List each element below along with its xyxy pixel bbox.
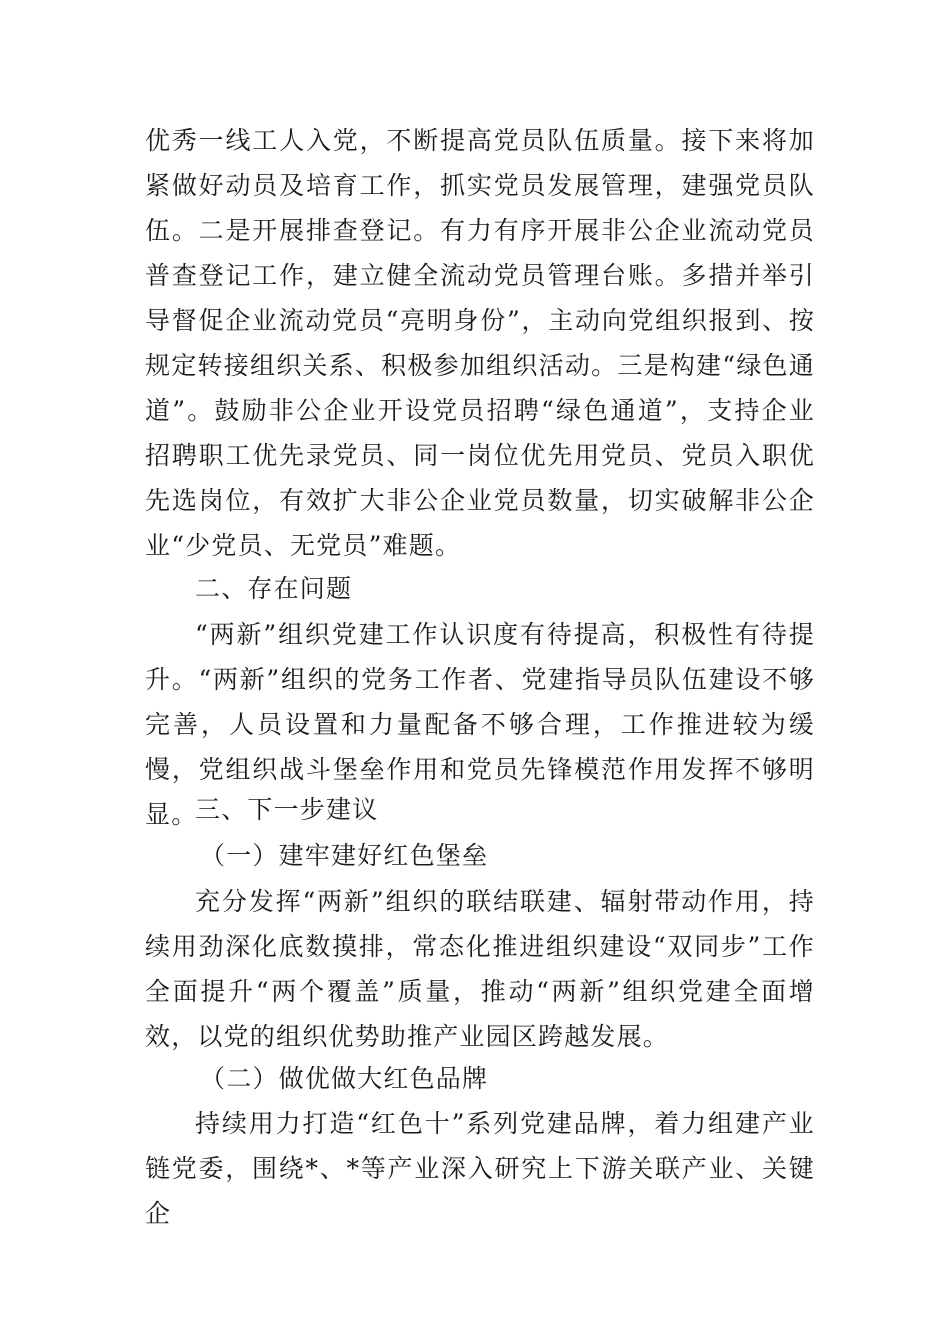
paragraph-red-brand: 持续用力打造“红色十”系列党建品牌，着力组建产业链党委，围绕*、*等产业深入研究上下游关联产业、关键企 [145, 1109, 815, 1228]
paragraph-red-fortress: 充分发挥“两新”组织的联结联建、辐射带动作用，持续用劲深化底数摸排，常态化推进组织建设“双同步”工作全面提升“两个覆盖”质量，推动“两新”组织党建全面增效，以党的组织优势助推产业园区跨越发展。 [145, 887, 815, 1051]
paragraph-problems: “两新”组织党建工作认识度有待提高，积极性有待提升。“两新”组织的党务工作者、党建指导员队伍建设不够完善，人员设置和力量配备不够合理，工作推进较为缓慢，党组织战斗堡垒作用和党员先锋模范作用发挥不够明显。 [145, 620, 815, 829]
subsection-heading-red-brand: （二）做优做大红色品牌 [200, 1064, 489, 1093]
subsection-heading-red-fortress: （一）建牢建好红色堡垒 [200, 841, 489, 870]
section-heading-suggestions: 三、下一步建议 [195, 795, 379, 824]
paragraph-continuation: 优秀一线工人入党，不断提高党员队伍质量。接下来将加紧做好动员及培育工作，抓实党员发展管理，建强党员队伍。二是开展排查登记。有力有序开展非公企业流动党员普查登记工作，建立健全流动党员管理台账。多措并举引导督促企业流动党员“亮明身份”，主动向党组织报到、按规定转接组织关系、积极参加组织活动。三是构建“绿色通道”。鼓励非公企业开设党员招聘“绿色通道”，支持企业招聘职工优先录党员、同一岗位优先用党员、党员入职优先选岗位，有效扩大非公企业党员数量，切实破解非公企业“少党员、无党员”难题。 [145, 126, 815, 560]
section-heading-problems: 二、存在问题 [195, 574, 353, 603]
